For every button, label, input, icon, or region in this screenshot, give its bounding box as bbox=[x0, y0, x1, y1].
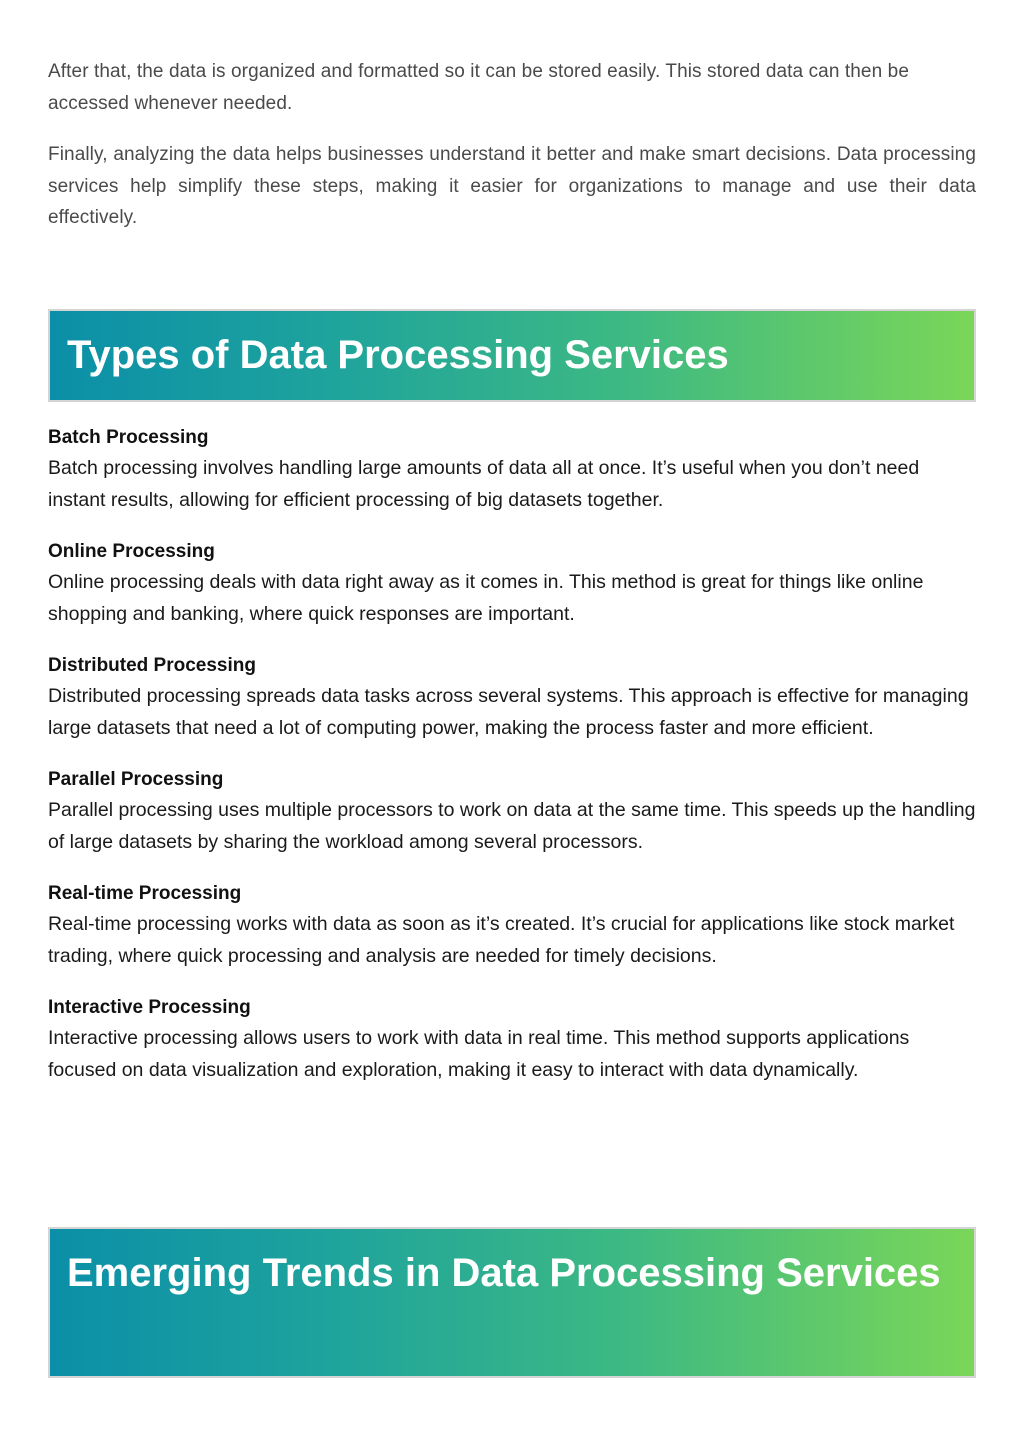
type-description: Online processing deals with data right away as it comes in. This method is great for things like online shopping and banking, where quick responses are important. bbox=[48, 571, 924, 625]
trends-section-banner bbox=[48, 1227, 976, 1378]
type-title: Batch Processing bbox=[48, 427, 209, 448]
type-description: Distributed processing spreads data tasks across several systems. This approach is effective for managing large datasets that need a lot of computing power, making the process faster and more efficient. bbox=[48, 685, 969, 739]
type-description: Batch processing involves handling large amounts of data all at once. It’s useful when you don’t need instant results, allowing for efficient processing of big datasets together. bbox=[48, 457, 920, 511]
types-list bbox=[48, 422, 976, 1106]
type-title: Real-time Processing bbox=[48, 883, 242, 904]
intro-paragraph-1: After that, the data is organized and formatted so it can be stored easily. This stored data can then be accessed whenever needed. bbox=[48, 61, 909, 114]
types-section-heading: Types of Data Processing Services bbox=[67, 333, 729, 377]
type-item-interactive bbox=[48, 992, 976, 1086]
type-title: Online Processing bbox=[48, 541, 215, 562]
type-title: Distributed Processing bbox=[48, 655, 256, 676]
type-item-online bbox=[48, 536, 976, 630]
type-title: Interactive Processing bbox=[48, 997, 251, 1018]
type-title: Parallel Processing bbox=[48, 769, 224, 790]
type-item-distributed bbox=[48, 650, 976, 744]
type-description: Parallel processing uses multiple processors to work on data at the same time. This speeds up the handling of large datasets by sharing the workload among several processors. bbox=[48, 799, 976, 853]
type-description: Interactive processing allows users to work with data in real time. This method supports applications focused on data visualization and exploration, making it easy to interact with data dynamically. bbox=[48, 1027, 910, 1081]
document-page bbox=[48, 56, 976, 1295]
type-description: Real-time processing works with data as soon as it’s created. It’s crucial for applications like stock market trading, where quick processing and analysis are needed for timely decisions. bbox=[48, 913, 955, 967]
trends-section-heading: Emerging Trends in Data Processing Services bbox=[67, 1251, 941, 1295]
type-item-batch bbox=[48, 422, 976, 516]
types-section-banner bbox=[48, 309, 976, 402]
type-item-parallel bbox=[48, 764, 976, 858]
intro-paragraph-2: Finally, analyzing the data helps businesses understand it better and make smart decisions. Data processing services help simplify these steps, making it easier for organizations to manage and use their data effectively. bbox=[48, 144, 976, 228]
type-item-realtime bbox=[48, 878, 976, 972]
